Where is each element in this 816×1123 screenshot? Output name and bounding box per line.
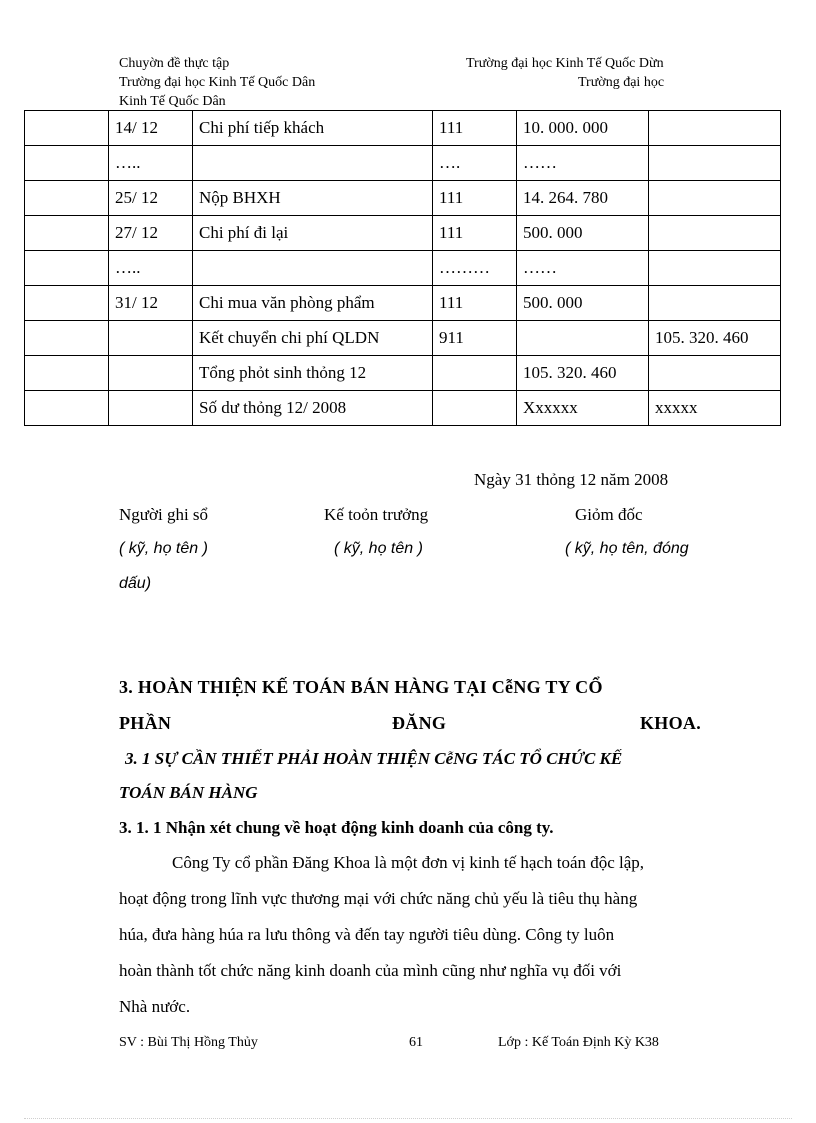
cell-blank	[25, 356, 109, 391]
section-3-1-1-heading: 3. 1. 1 Nhận xét chung về hoạt động kinh doanh của công ty.	[119, 818, 554, 837]
cell-acct: 111	[433, 111, 517, 146]
cell-acct: 111	[433, 181, 517, 216]
cell-date: 31/ 12	[109, 286, 193, 321]
cell-blank	[25, 251, 109, 286]
cell-debit: 105. 320. 460	[517, 356, 649, 391]
cell-desc: Tổng phỏt sinh thỏng 12	[193, 356, 433, 391]
header-right-line1: Trường đại học Kinh Tế Quốc Dừn	[466, 56, 664, 71]
cell-date: 25/ 12	[109, 181, 193, 216]
cell-acct	[433, 391, 517, 426]
cell-acct: 111	[433, 216, 517, 251]
cell-blank	[25, 181, 109, 216]
cell-blank	[25, 111, 109, 146]
cell-date	[109, 356, 193, 391]
cell-acct: ………	[433, 251, 517, 286]
cell-credit	[649, 251, 781, 286]
cell-credit	[649, 356, 781, 391]
cell-date	[109, 321, 193, 356]
cell-debit: 500. 000	[517, 286, 649, 321]
footer-page-number: 61	[409, 1035, 423, 1050]
cell-credit: xxxxx	[649, 391, 781, 426]
section-3-heading-word1: PHẦN	[119, 713, 172, 733]
director-note-cont: dấu)	[119, 575, 152, 592]
cell-desc	[193, 251, 433, 286]
cell-debit: ……	[517, 146, 649, 181]
header-left-line2: Trường đại học Kinh Tế Quốc Dân	[119, 75, 316, 90]
section-3-1-heading-line1: 3. 1 SỰ CẦN THIẾT PHẢI HOÀN THIỆN CễNG TÁC TỔ CHỨC KẾ	[125, 749, 623, 768]
cell-desc: Nộp BHXH	[193, 181, 433, 216]
recorder-note: ( kỹ, họ tên )	[119, 540, 208, 557]
cell-desc: Kết chuyển chi phí QLDN	[193, 321, 433, 356]
cell-desc: Số dư thỏng 12/ 2008	[193, 391, 433, 426]
cell-credit: 105. 320. 460	[649, 321, 781, 356]
paragraph-line-5: Nhà nước.	[119, 997, 191, 1016]
recorder-title: Người ghi sổ	[119, 505, 209, 524]
header-left-line1: Chuyờn đề thực tập	[119, 56, 230, 71]
accountant-title: Kế toỏn trưởng	[324, 505, 429, 524]
cell-date	[109, 391, 193, 426]
director-note: ( kỹ, họ tên, đóng	[565, 540, 689, 557]
cell-credit	[649, 286, 781, 321]
cell-debit: 500. 000	[517, 216, 649, 251]
cell-acct: ….	[433, 146, 517, 181]
table-row	[25, 111, 781, 146]
ledger-table	[24, 110, 781, 426]
footer-class: Lớp : Kế Toán Định Kỳ K38	[498, 1035, 659, 1050]
cell-blank	[25, 321, 109, 356]
table-row	[25, 321, 781, 356]
cell-credit	[649, 181, 781, 216]
section-3-heading-word2: ĐĂNG	[392, 713, 447, 733]
page-bottom-divider	[24, 1118, 792, 1119]
cell-desc: Chi mua văn phòng phẩm	[193, 286, 433, 321]
cell-date: 27/ 12	[109, 216, 193, 251]
paragraph-line-4: hoàn thành tốt chức năng kinh doanh của mình cũng như nghĩa vụ đối với	[119, 961, 622, 980]
table-row	[25, 146, 781, 181]
cell-credit	[649, 111, 781, 146]
table-row	[25, 356, 781, 391]
cell-debit: Xxxxxx	[517, 391, 649, 426]
section-3-1-heading-line2: TOÁN BÁN HÀNG	[119, 783, 258, 802]
table-row	[25, 251, 781, 286]
cell-debit: 10. 000. 000	[517, 111, 649, 146]
cell-desc	[193, 146, 433, 181]
header-right-line2: Trường đại học	[578, 75, 665, 90]
cell-blank	[25, 286, 109, 321]
accountant-note: ( kỹ, họ tên )	[334, 540, 423, 557]
cell-date: …..	[109, 251, 193, 286]
footer-student: SV : Bùi Thị Hồng Thủy	[119, 1035, 258, 1050]
paragraph-line-3: húa, đưa hàng húa ra lưu thông và đến tay người tiêu dùng. Công ty luôn	[119, 925, 615, 944]
cell-blank	[25, 391, 109, 426]
cell-debit: ……	[517, 251, 649, 286]
table-row	[25, 181, 781, 216]
cell-acct: 111	[433, 286, 517, 321]
cell-date: …..	[109, 146, 193, 181]
cell-credit	[649, 146, 781, 181]
cell-desc: Chi phí đi lại	[193, 216, 433, 251]
section-3-heading-line1: 3. HOÀN THIỆN KẾ TOÁN BÁN HÀNG TẠI CễNG TY CỔ	[119, 677, 603, 697]
section-3-heading-word3: KHOA.	[640, 713, 702, 733]
paragraph-line-2: hoạt động trong lĩnh vực thương mại với chức năng chủ yếu là tiêu thụ hàng	[119, 889, 638, 908]
table-row	[25, 286, 781, 321]
table-row	[25, 391, 781, 426]
cell-debit	[517, 321, 649, 356]
cell-date: 14/ 12	[109, 111, 193, 146]
cell-acct	[433, 356, 517, 391]
cell-desc: Chi phí tiếp khách	[193, 111, 433, 146]
cell-blank	[25, 146, 109, 181]
cell-blank	[25, 216, 109, 251]
cell-acct: 911	[433, 321, 517, 356]
director-title: Giỏm đốc	[575, 505, 643, 524]
table-row	[25, 216, 781, 251]
header-left-line3: Kinh Tế Quốc Dân	[119, 94, 226, 109]
cell-credit	[649, 216, 781, 251]
signature-date: Ngày 31 thỏng 12 năm 2008	[474, 470, 669, 489]
cell-debit: 14. 264. 780	[517, 181, 649, 216]
paragraph-line-1: Công Ty cổ phần Đăng Khoa là một đơn vị kinh tế hạch toán độc lập,	[172, 853, 645, 872]
